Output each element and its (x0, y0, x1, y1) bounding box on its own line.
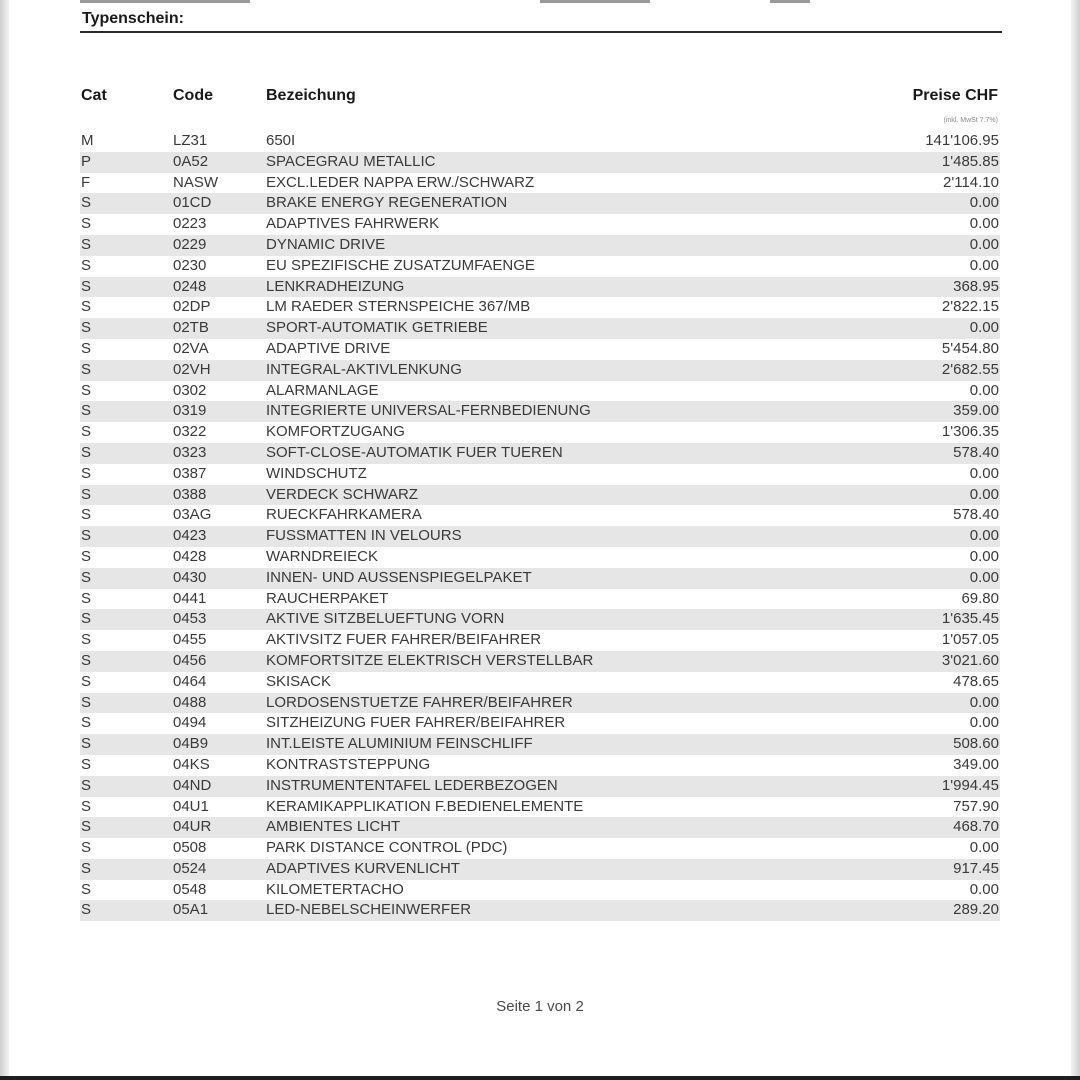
row-cat: S (81, 235, 92, 253)
row-code: 0388 (173, 485, 207, 503)
cropped-header-fragment (540, 0, 650, 3)
row-code: 0322 (173, 423, 207, 441)
row-code: 0428 (173, 547, 207, 565)
row-code: 02DP (173, 298, 211, 316)
table-row (80, 589, 1000, 610)
table-row (80, 880, 1000, 901)
table-row (80, 464, 1000, 485)
row-description: ALARMANLAGE (266, 381, 379, 399)
row-price: 0.00 (969, 547, 999, 565)
table-row (80, 235, 1000, 256)
row-price: 0.00 (969, 194, 999, 212)
row-code: NASW (173, 173, 218, 191)
row-cat: S (81, 610, 92, 628)
row-cat: S (81, 631, 92, 649)
row-cat: S (81, 194, 92, 212)
row-code: 0464 (173, 672, 207, 690)
row-code: 0229 (173, 235, 207, 253)
column-header-price: Preise CHF (912, 87, 998, 104)
row-price: 757.90 (953, 797, 999, 815)
row-description: SOFT-CLOSE-AUTOMATIK FUER TUEREN (266, 443, 563, 461)
row-price: 0.00 (969, 235, 999, 253)
row-price: 3'021.60 (941, 651, 999, 669)
row-cat: S (81, 776, 92, 794)
row-description: EU SPEZIFISCHE ZUSATZUMFAENGE (266, 256, 535, 274)
row-code: 02TB (173, 319, 209, 337)
row-cat: S (81, 818, 92, 836)
row-code: 03AG (173, 506, 212, 524)
row-description: BRAKE ENERGY REGENERATION (266, 194, 508, 212)
row-code: 0456 (173, 651, 207, 669)
row-price: 2'822.15 (941, 298, 999, 316)
table-row (80, 214, 1000, 235)
table-row (80, 505, 1000, 526)
row-code: 0548 (173, 880, 207, 898)
row-cat: S (81, 215, 92, 233)
row-description: INTEGRAL-AKTIVLENKUNG (266, 360, 462, 378)
row-price: 5'454.80 (941, 339, 999, 357)
row-description: VERDECK SCHWARZ (266, 485, 418, 503)
row-code: 0508 (173, 839, 207, 857)
row-code: 04B9 (173, 735, 209, 753)
row-price: 368.95 (953, 277, 999, 295)
row-code: 0430 (173, 568, 207, 586)
table-row (80, 547, 1000, 568)
table-row (80, 713, 1000, 734)
row-cat: S (81, 714, 92, 732)
row-price: 1'306.35 (941, 423, 999, 441)
row-description: LM RAEDER STERNSPEICHE 367/MB (266, 298, 531, 316)
row-code: 0488 (173, 693, 207, 711)
row-price: 0.00 (969, 464, 999, 482)
table-row (80, 193, 1000, 214)
table-row (80, 838, 1000, 859)
row-code: 04U1 (173, 797, 209, 815)
row-description: RUECKFAHRKAMERA (266, 506, 422, 524)
row-code: 04UR (173, 818, 212, 836)
table-row (80, 526, 1000, 547)
table-row (80, 422, 1000, 443)
row-cat: S (81, 319, 92, 337)
row-code: 0494 (173, 714, 207, 732)
row-description: SPORT-AUTOMATIK GETRIEBE (266, 319, 488, 337)
row-cat: S (81, 506, 92, 524)
options-price-table (80, 131, 1000, 921)
row-price: 0.00 (969, 319, 999, 337)
row-description: WARNDREIECK (266, 547, 378, 565)
table-row (80, 630, 1000, 651)
row-cat: S (81, 589, 92, 607)
row-description: ADAPTIVES KURVENLICHT (266, 859, 460, 877)
header-divider (80, 31, 1002, 33)
row-description: KONTRASTSTEPPUNG (266, 755, 431, 773)
row-description: PARK DISTANCE CONTROL (PDC) (266, 839, 508, 857)
row-code: 0455 (173, 631, 207, 649)
row-description: RAUCHERPAKET (266, 589, 389, 607)
row-price: 0.00 (969, 880, 999, 898)
row-price: 0.00 (969, 693, 999, 711)
typenschein-label: Typenschein: (82, 10, 184, 27)
table-row (80, 609, 1000, 630)
table-row (80, 900, 1000, 921)
table-row (80, 401, 1000, 422)
row-code: 0319 (173, 402, 207, 420)
page-edge-bottom (0, 1076, 1080, 1080)
table-row (80, 776, 1000, 797)
row-price: 0.00 (969, 215, 999, 233)
cropped-header-fragment (80, 0, 250, 3)
row-description: DYNAMIC DRIVE (266, 235, 386, 253)
row-description: KERAMIKAPPLIKATION F.BEDIENELEMENTE (266, 797, 584, 815)
table-row (80, 381, 1000, 402)
row-description: SKISACK (266, 672, 332, 690)
row-price: 578.40 (953, 506, 999, 524)
row-cat: S (81, 693, 92, 711)
table-row (80, 797, 1000, 818)
row-price: 0.00 (969, 527, 999, 545)
table-row (80, 672, 1000, 693)
row-description: 650I (266, 132, 296, 149)
page-number: Seite 1 von 2 (496, 998, 584, 1015)
row-description: INSTRUMENTENTAFEL LEDERBEZOGEN (266, 776, 558, 794)
row-description: ADAPTIVE DRIVE (266, 339, 391, 357)
row-price: 141'106.95 (925, 132, 999, 149)
row-description: AKTIVSITZ FUER FAHRER/BEIFAHRER (266, 631, 542, 649)
row-price: 359.00 (953, 402, 999, 420)
row-price: 2'114.10 (943, 173, 999, 191)
row-cat: S (81, 672, 92, 690)
table-row (80, 485, 1000, 506)
row-description: SPACEGRAU METALLIC (266, 152, 436, 170)
row-code: 0302 (173, 381, 207, 399)
price-vat-note: (inkl. MwSt 7.7%) (943, 117, 998, 124)
row-cat: S (81, 423, 92, 441)
row-price: 0.00 (969, 256, 999, 274)
row-code: 0423 (173, 527, 207, 545)
row-price: 349.00 (953, 755, 999, 773)
row-code: 0524 (173, 859, 207, 877)
row-description: FUSSMATTEN IN VELOURS (266, 527, 462, 545)
row-description: LED-NEBELSCHEINWERFER (266, 901, 472, 919)
row-price: 508.60 (953, 735, 999, 753)
page-edge-left (0, 0, 9, 1080)
row-code: LZ31 (173, 132, 208, 149)
row-code: 0223 (173, 215, 207, 233)
row-code: 0230 (173, 256, 207, 274)
table-row (80, 568, 1000, 589)
row-cat: M (81, 132, 94, 149)
row-description: INNEN- UND AUSSENSPIEGELPAKET (266, 568, 532, 586)
row-cat: S (81, 880, 92, 898)
row-price: 0.00 (969, 839, 999, 857)
row-cat: S (81, 256, 92, 274)
table-row (80, 859, 1000, 880)
row-price: 2'682.55 (941, 360, 999, 378)
row-cat: S (81, 339, 92, 357)
row-description: SITZHEIZUNG FUER FAHRER/BEIFAHRER (266, 714, 566, 732)
row-price: 478.65 (953, 672, 999, 690)
row-code: 0453 (173, 610, 207, 628)
table-row (80, 173, 1000, 194)
column-header-description: Bezeichung (266, 87, 356, 104)
row-code: 02VH (173, 360, 211, 378)
row-code: 02VA (173, 339, 209, 357)
row-code: 01CD (173, 194, 212, 212)
table-row (80, 256, 1000, 277)
row-price: 0.00 (969, 381, 999, 399)
table-row (80, 339, 1000, 360)
row-cat: P (81, 152, 92, 170)
row-price: 1'994.45 (941, 776, 999, 794)
row-price: 1'485.85 (941, 152, 999, 170)
table-row (80, 734, 1000, 755)
table-row (80, 152, 1000, 173)
row-price: 468.70 (953, 818, 999, 836)
cropped-header-fragment (770, 0, 810, 3)
row-price: 0.00 (969, 485, 999, 503)
table-row (80, 443, 1000, 464)
row-description: WINDSCHUTZ (266, 464, 367, 482)
table-row (80, 277, 1000, 298)
row-cat: S (81, 360, 92, 378)
row-description: KOMFORTZUGANG (266, 423, 405, 441)
row-price: 0.00 (969, 714, 999, 732)
row-cat: S (81, 859, 92, 877)
column-header-code: Code (173, 87, 213, 104)
row-cat: S (81, 735, 92, 753)
row-price: 69.80 (961, 589, 999, 607)
row-code: 0323 (173, 443, 207, 461)
row-code: 04ND (173, 776, 212, 794)
row-price: 917.45 (953, 859, 999, 877)
row-price: 289.20 (953, 901, 999, 919)
row-cat: S (81, 901, 92, 919)
row-code: 0441 (173, 589, 207, 607)
row-description: EXCL.LEDER NAPPA ERW./SCHWARZ (266, 173, 535, 191)
table-row (80, 297, 1000, 318)
row-cat: S (81, 547, 92, 565)
column-header-cat: Cat (81, 87, 107, 104)
row-price: 0.00 (969, 568, 999, 586)
table-row (80, 318, 1000, 339)
row-description: AMBIENTES LICHT (266, 818, 401, 836)
row-description: KOMFORTSITZE ELEKTRISCH VERSTELLBAR (266, 651, 594, 669)
row-cat: S (81, 651, 92, 669)
row-cat: S (81, 381, 92, 399)
row-description: ADAPTIVES FAHRWERK (266, 215, 440, 233)
row-code: 0A52 (173, 152, 209, 170)
row-cat: S (81, 277, 92, 295)
row-cat: S (81, 443, 92, 461)
row-price: 1'635.45 (941, 610, 999, 628)
table-row (80, 651, 1000, 672)
row-description: LENKRADHEIZUNG (266, 277, 405, 295)
row-cat: S (81, 298, 92, 316)
row-cat: S (81, 568, 92, 586)
row-description: INTEGRIERTE UNIVERSAL-FERNBEDIENUNG (266, 402, 591, 420)
table-row (80, 360, 1000, 381)
row-price: 1'057.05 (941, 631, 999, 649)
table-row (80, 817, 1000, 838)
row-description: KILOMETERTACHO (266, 880, 404, 898)
row-code: 05A1 (173, 901, 209, 919)
row-cat: S (81, 485, 92, 503)
table-row (80, 693, 1000, 714)
page-edge-right (1071, 0, 1080, 1080)
row-code: 04KS (173, 755, 210, 773)
table-row (80, 131, 1000, 152)
row-cat: S (81, 797, 92, 815)
row-code: 0387 (173, 464, 207, 482)
row-cat: S (81, 464, 92, 482)
row-cat: S (81, 527, 92, 545)
row-cat: S (81, 402, 92, 420)
row-price: 578.40 (953, 443, 999, 461)
row-description: INT.LEISTE ALUMINIUM FEINSCHLIFF (266, 735, 533, 753)
row-description: LORDOSENSTUETZE FAHRER/BEIFAHRER (266, 693, 573, 711)
row-description: AKTIVE SITZBELUEFTUNG VORN (266, 610, 505, 628)
row-code: 0248 (173, 277, 207, 295)
row-cat: F (81, 173, 91, 191)
row-cat: S (81, 839, 92, 857)
row-cat: S (81, 755, 92, 773)
table-row (80, 755, 1000, 776)
